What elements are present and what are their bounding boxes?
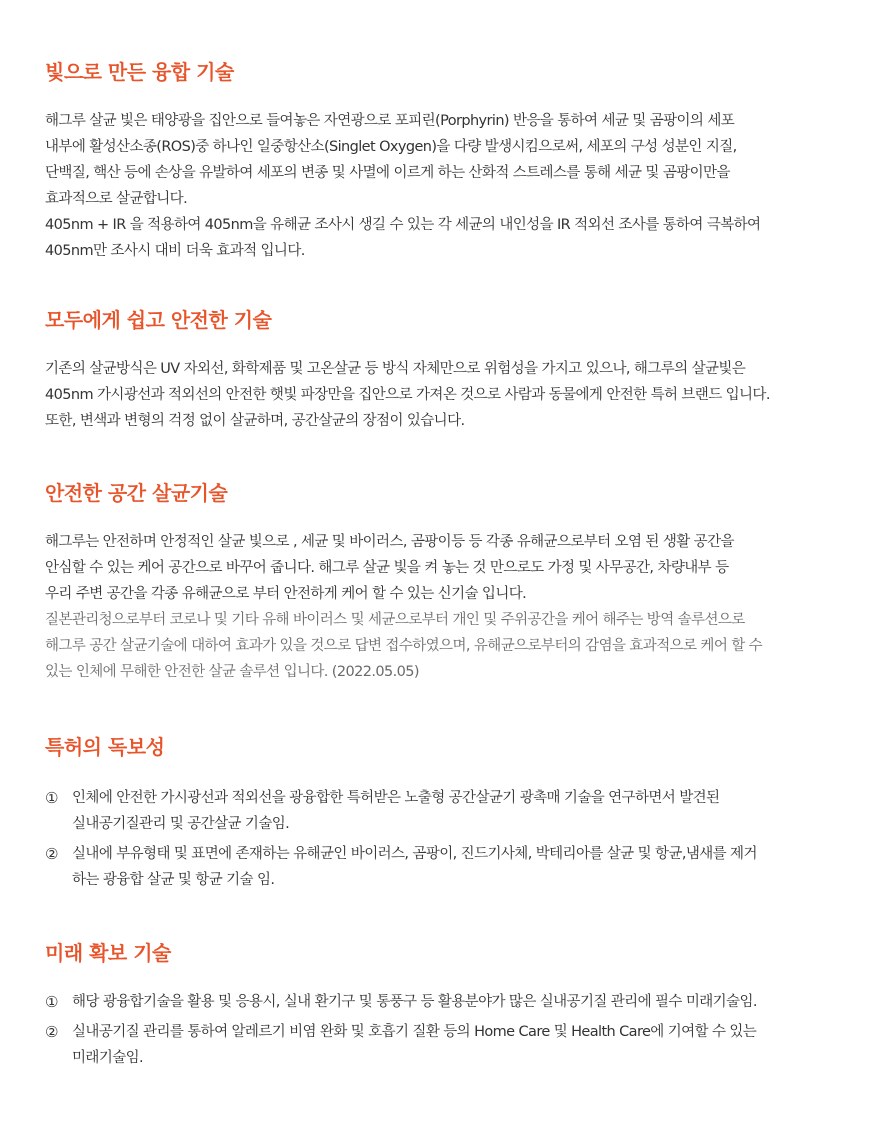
text-line: 하는 광융합 살균 및 항균 기술 임. (72, 872, 275, 888)
text-line: 안심할 수 있는 케어 공간으로 바꾸어 줍니다. 해그루 살균 빛을 켜 놓는 것 만으로도 가정 및 사무공간, 차량내부 등 (45, 560, 729, 576)
text-line: 해그루 살균 빛은 태양광을 집안으로 들여놓은 자연광으로 포피린(Porphyrin) 반응을 통하여 세균 및 곰팡이의 세포 (45, 113, 735, 129)
section-title-future-tech: 미래 확보 기술 (45, 941, 171, 965)
text-line: 있는 인체에 무해한 안전한 살균 솔루션 입니다. (2022.05.05) (45, 664, 419, 680)
text-line: 효과적으로 살균합니다. (45, 191, 188, 207)
list-number: ① (45, 789, 59, 807)
text-line: 질본관리청으로부터 코로나 및 기타 유해 바이러스 및 세균으로부터 개인 및 주위공간을 케어 해주는 방역 솔루션으로 (45, 612, 745, 628)
section-title-fusion-tech: 빛으로 만든 융합 기술 (45, 60, 234, 84)
text-line: 실내공기질관리 및 공간살균 기술임. (72, 816, 290, 832)
list-number: ① (45, 993, 59, 1011)
text-line: 인체에 안전한 가시광선과 적외선을 광융합한 특허받은 노출형 공간살균기 광촉매 기술을 연구하면서 발견된 (72, 790, 720, 806)
text-line: 단백질, 핵산 등에 손상을 유발하여 세포의 변종 및 사멸에 이르게 하는 산화적 스트레스를 통해 세균 및 곰팡이만을 (45, 165, 730, 181)
text-line: 실내에 부유형태 및 표면에 존재하는 유해균인 바이러스, 곰팡이, 진드기사체, 박테리아를 살균 및 항균,냄새를 제거 (72, 846, 757, 862)
section-title-space-sterilization: 안전한 공간 살균기술 (45, 481, 228, 505)
future-tech-list (45, 989, 845, 1075)
text-line: 기존의 살균방식은 UV 자외선, 화학제품 및 고온살균 등 방식 자체만으로 위험성을 가지고 있으나, 해그루의 살균빛은 (45, 361, 746, 377)
text-line: 해그루 공간 살균기술에 대하여 효과가 있을 것으로 답변 접수하였으며, 유해균으로부터의 감염을 효과적으로 케어 할 수 (45, 638, 763, 654)
text-line: 405nm 가시광선과 적외선의 안전한 햇빛 파장만을 집안으로 가져온 것으로 사람과 동물에게 안전한 특허 브랜드 입니다. (45, 387, 770, 403)
text-line: 미래기술임. (72, 1050, 144, 1066)
text-line: 해당 광융합기술을 활용 및 응용시, 실내 환기구 및 통풍구 등 활용분야가 많은 실내공기질 관리에 필수 미래기술임. (72, 994, 757, 1010)
paragraph-space-sterilization (45, 529, 845, 685)
list-item (45, 785, 845, 837)
list-number: ② (45, 845, 59, 863)
text-line: 내부에 활성산소종(ROS)중 하나인 일중항산소(Singlet Oxygen)을 다량 발생시킴으로써, 세포의 구성 성분인 지질, (45, 139, 737, 155)
list-item (45, 989, 845, 1015)
paragraph-fusion-tech (45, 108, 845, 264)
list-item (45, 1019, 845, 1071)
section-title-patent: 특허의 독보성 (45, 735, 165, 759)
text-line: 실내공기질 관리를 통하여 알레르기 비염 완화 및 호흡기 질환 등의 Home Care 및 Health Care에 기여할 수 있는 (72, 1024, 757, 1040)
text-line: 또한, 변색과 변형의 걱정 없이 살균하며, 공간살균의 장점이 있습니다. (45, 413, 465, 429)
section-title-safe-tech: 모두에게 쉽고 안전한 기술 (45, 308, 272, 332)
text-line: 405nm만 조사시 대비 더욱 효과적 입니다. (45, 243, 305, 259)
text-line: 405nm + IR 을 적용하여 405nm을 유해균 조사시 생길 수 있는 각 세균의 내인성을 IR 적외선 조사를 통하여 극복하여 (45, 217, 761, 233)
list-number: ② (45, 1023, 59, 1041)
paragraph-safe-tech (45, 356, 845, 434)
text-line: 해그루는 안전하며 안정적인 살균 빛으로 , 세균 및 바이러스, 곰팡이등 등 각종 유해균으로부터 오염 된 생활 공간을 (45, 534, 734, 550)
patent-list (45, 785, 845, 897)
list-item (45, 841, 845, 893)
text-line: 우리 주변 공간을 각종 유해균으로 부터 안전하게 케어 할 수 있는 신기술 입니다. (45, 586, 527, 602)
